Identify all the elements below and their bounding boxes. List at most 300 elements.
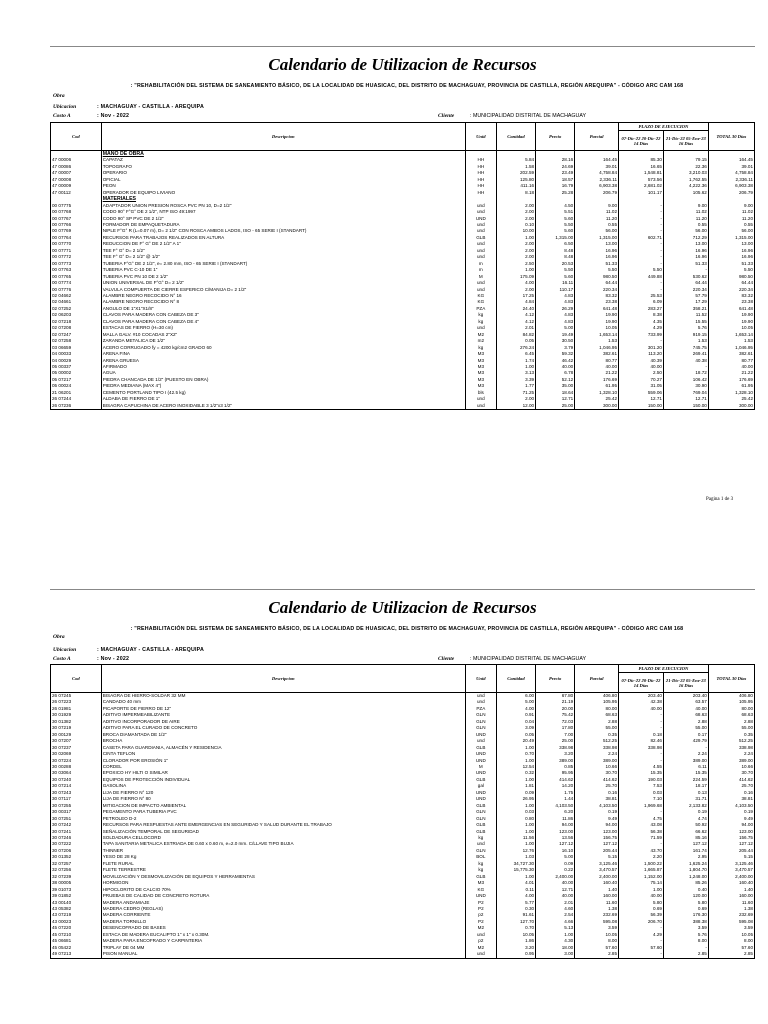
cell-total: 80.00	[708, 706, 754, 712]
cell-total: 220.34	[708, 287, 754, 293]
cell-parcial: 160.40	[575, 880, 619, 886]
cell-cantidad: 276.24	[496, 345, 535, 351]
cell-period-1: 206.70	[619, 919, 664, 925]
cell-parcial: 338.98	[575, 745, 619, 751]
cell-precio: 4.60	[536, 906, 575, 912]
cell-precio: 95.95	[536, 770, 575, 776]
cell-descripcion: OPERARIO	[101, 170, 465, 176]
cell-total: 2.85	[708, 951, 754, 958]
cell-parcial: 156.75	[575, 835, 619, 841]
cell-total: 13.00	[708, 241, 754, 247]
cell-precio: 6.20	[536, 809, 575, 815]
cell-cantidad: 2.00	[496, 254, 535, 260]
cell-period-1: -	[619, 841, 664, 847]
cell-descripcion: CODO 90° F°G° DE 2 1/2", NTP ISO 49:1997	[101, 209, 465, 215]
cell-period-1: 2.20	[619, 854, 664, 860]
cell-cod: 30 07219	[51, 725, 102, 731]
cell-descripcion: BISAGRA DE HIERRO-SOLDAR 32 MM	[101, 693, 465, 700]
cell-period-1: 56.38	[619, 829, 664, 835]
cell-unid: M3	[465, 383, 496, 389]
cell-cod: 21 06201	[51, 390, 102, 396]
cell-total: 56.00	[708, 228, 754, 234]
cell-period-2: 0.55	[663, 222, 708, 228]
cell-period-1: -	[619, 758, 664, 764]
cell-descripcion: CAPATAZ	[101, 157, 465, 163]
page1-ubicacion-label: Ubicacion	[53, 104, 77, 110]
cell-total: 10.66	[708, 764, 754, 770]
cell-unid: und	[465, 280, 496, 286]
cell-cod: 30 07206	[51, 848, 102, 854]
table-row	[51, 951, 755, 958]
cell-precio: 12.71	[536, 887, 575, 893]
cell-cantidad: 1.03	[496, 854, 535, 860]
cell-precio: 110.17	[536, 287, 575, 293]
cell-period-1: -	[619, 209, 664, 215]
header-total: TOTAL 30 Días	[708, 123, 754, 151]
cell-total: 300.00	[708, 403, 754, 410]
cell-cantidad: 15,775.30	[496, 867, 535, 873]
cell-period-2: 1,804.70	[663, 867, 708, 873]
cell-parcial: 1.38	[575, 906, 619, 912]
cell-period-1: -	[619, 216, 664, 222]
page1-title: Calendario de Utilizacion de Recursos	[268, 55, 537, 74]
cell-precio: 21.19	[536, 699, 575, 705]
cell-parcial: 9.00	[575, 203, 619, 209]
cell-descripcion: LIJA DE FIERRO N° 80	[101, 796, 465, 802]
cell-parcial: 2,336.11	[575, 177, 619, 183]
cell-parcial: 2.88	[575, 719, 619, 725]
table-row	[51, 693, 755, 700]
cell-cantidad: 5.84	[496, 157, 535, 163]
cell-period-2: 2,133.82	[663, 803, 708, 809]
cell-cantidad: 12.76	[496, 848, 535, 854]
cell-parcial: 3,470.57	[575, 867, 619, 873]
cell-descripcion: MADERA ANDAMIAJE	[101, 900, 465, 906]
cell-descripcion: ADITIVO INCORPORADOR DE AIRE	[101, 719, 465, 725]
cell-period-1: 1,152.00	[619, 874, 664, 880]
cell-cod: 47 00009	[51, 183, 102, 189]
cell-parcial: 19.90	[575, 319, 619, 325]
cell-cod: 02 07258	[51, 338, 102, 344]
cell-descripcion: ARENA GRUESA	[101, 358, 465, 364]
cell-total: 206.79	[708, 190, 754, 196]
cell-cod: 32 07256	[51, 867, 102, 873]
cell-descripcion: CINTA TEFLON	[101, 751, 465, 757]
page2-cliente-value: : MUNICIPALIDAD DISTRITAL DE MACHAGUAY	[470, 656, 587, 662]
cell-cod: 32 07239	[51, 874, 102, 880]
cell-unid: P2	[465, 919, 496, 925]
cell-total: 3,470.57	[708, 867, 754, 873]
cell-unid: kg	[465, 345, 496, 351]
cell-period-1: 283.27	[619, 306, 664, 312]
cell-descripcion: ALDABA DE FIERRO DE 1"	[101, 396, 465, 402]
cell-period-2: 40.38	[663, 358, 708, 364]
cell-precio: 35.00	[536, 383, 575, 389]
cell-precio: 127.12	[536, 841, 575, 847]
cell-precio: 1.75	[536, 790, 575, 796]
page2-cliente-label: Cliente	[438, 656, 455, 662]
cell-period-2: 6.11	[663, 764, 708, 770]
cell-total: 382.61	[708, 351, 754, 357]
cell-total: 8.00	[708, 938, 754, 944]
cell-cod: 30 07224	[51, 758, 102, 764]
cell-unid: UND	[465, 732, 496, 738]
cell-cod: 02 06203	[51, 312, 102, 318]
cell-cantidad: 20.49	[496, 738, 535, 744]
cell-parcial: 10.05	[575, 325, 619, 331]
cell-total: 10.05	[708, 325, 754, 331]
cell-descripcion: CEMENTO PORTLAND TIPO I (42.5 kg)	[101, 390, 465, 396]
cell-descripcion: CASETA PARA GUARDIANIA, ALMACÉN Y RESIDENCIA	[101, 745, 465, 751]
cell-unid: kg	[465, 319, 496, 325]
cell-period-2: 22.36	[663, 164, 708, 170]
cell-descripcion: PETROLEO D-2	[101, 816, 465, 822]
cell-parcial: 206.79	[575, 190, 619, 196]
cell-cod: 30 00288	[51, 764, 102, 770]
cell-cod: 02 04662	[51, 293, 102, 299]
cell-period-2: 12.71	[663, 396, 708, 402]
cell-cod: 39 01852	[51, 893, 102, 899]
cell-precio: 17.80	[536, 725, 575, 731]
cell-descripcion: TOPOGRAFO	[101, 164, 465, 170]
cell-period-2: 17.29	[663, 299, 708, 305]
cell-unid: PZA	[465, 306, 496, 312]
cell-cantidad: 0.03	[496, 809, 535, 815]
cell-precio: 40.00	[536, 893, 575, 899]
cell-cod: 30 07246	[51, 835, 102, 841]
cell-period-2: 0.40	[663, 887, 708, 893]
cell-parcial: 980.50	[575, 274, 619, 280]
cell-cantidad: 10.00	[496, 228, 535, 234]
cell-cantidad: 1.58	[496, 164, 535, 170]
cell-period-2: 269.41	[663, 351, 708, 357]
cell-period-1: 1,548.81	[619, 170, 664, 176]
cell-unid: P2	[465, 900, 496, 906]
cell-unid: KG	[465, 293, 496, 299]
cell-parcial: 13.00	[575, 241, 619, 247]
cell-cantidad: 0.05	[496, 732, 535, 738]
cell-total: 3,125.46	[708, 861, 754, 867]
cell-descripcion: REDUCCION DE F° G° DE 2 1/2" A 1"	[101, 241, 465, 247]
cell-period-2: 18.72	[663, 370, 708, 376]
cell-period-2: 105.62	[663, 190, 708, 196]
cell-precio: 414.62	[536, 777, 575, 783]
cell-unid: m	[465, 261, 496, 267]
cell-unid: und	[465, 222, 496, 228]
cell-precio: 0.09	[536, 861, 575, 867]
cell-unid: und	[465, 396, 496, 402]
cell-cantidad: 2.00	[496, 209, 535, 215]
cell-descripcion: ADITIVO IMPERMEABILIZANTE	[101, 712, 465, 718]
header-period-2: 21-Dic-22 05-Ene-23 16 Días	[663, 673, 708, 693]
cell-precio: 5.00	[536, 854, 575, 860]
cell-descripcion: EQUIPOS DE PROTECCIÓN INDIVIDUAL	[101, 777, 465, 783]
cell-parcial: 9.49	[575, 816, 619, 822]
cell-cod: 39 01073	[51, 887, 102, 893]
cell-parcial: 8.00	[575, 938, 619, 944]
cell-cod: 00 07775	[51, 203, 102, 209]
cell-cantidad: 2.00	[496, 287, 535, 293]
cell-descripcion: TRIPLAY DE 04 MM	[101, 945, 465, 951]
cell-period-2: 106.42	[663, 377, 708, 383]
cell-cod: 30 03064	[51, 770, 102, 776]
cell-unid: M2	[465, 925, 496, 931]
cell-cod: 30 07207	[51, 738, 102, 744]
cell-period-1: -	[619, 280, 664, 286]
cell-total: 4,758.84	[708, 170, 754, 176]
cell-cod: 45 07210	[51, 932, 102, 938]
cell-precio: 3.79	[536, 345, 575, 351]
cell-total: 4,103.50	[708, 803, 754, 809]
cell-precio: 2.54	[536, 912, 575, 918]
cell-parcial: 5.15	[575, 854, 619, 860]
cell-cod: 00 07766	[51, 222, 102, 228]
cell-period-2: 63.57	[663, 699, 708, 705]
cell-parcial: 1,653.14	[575, 332, 619, 338]
cell-total: 68.63	[708, 712, 754, 718]
cell-parcial: 300.00	[575, 403, 619, 410]
cell-cantidad: 4.12	[496, 312, 535, 318]
cell-cod: 26 01981	[51, 706, 102, 712]
cell-period-2: 358.21	[663, 306, 708, 312]
cell-precio: 8.48	[536, 254, 575, 260]
cell-cod: 43 00140	[51, 900, 102, 906]
cell-cod: 00 07768	[51, 209, 102, 215]
cell-parcial: 11.60	[575, 900, 619, 906]
cell-period-2: 5.76	[663, 325, 708, 331]
cell-total: 641.48	[708, 306, 754, 312]
cell-parcial: 16.96	[575, 248, 619, 254]
cell-cantidad: 1.74	[496, 358, 535, 364]
cell-total: 11.60	[708, 900, 754, 906]
cell-parcial: 160.00	[575, 893, 619, 899]
cell-total: 19.90	[708, 319, 754, 325]
cell-total: 0.35	[708, 732, 754, 738]
cell-parcial: 105.95	[575, 699, 619, 705]
cell-cod: 30 01382	[51, 719, 102, 725]
cell-cod: 02 07247	[51, 332, 102, 338]
cell-unid: KG	[465, 887, 496, 893]
cell-unid: M3	[465, 358, 496, 364]
cell-descripcion: CLAVOS PARA MADERA CON CABEZA DE 3"	[101, 312, 465, 318]
cell-descripcion: ADITIVO PARA EL CURADO DE CONCRETO	[101, 725, 465, 731]
cell-cantidad: 6.00	[496, 693, 535, 700]
cell-unid: M2	[465, 945, 496, 951]
cell-descripcion: HORMIGON	[101, 880, 465, 886]
cell-unid: GLB	[465, 874, 496, 880]
cell-period-2: 64.44	[663, 280, 708, 286]
header-cantidad: Cantidad	[496, 665, 535, 693]
cell-total: 19.90	[708, 312, 754, 318]
cell-descripcion: CODO 90° SP PVC DE 2 1/2"	[101, 216, 465, 222]
cell-period-2: 85.26	[663, 880, 708, 886]
cell-precio: 338.98	[536, 745, 575, 751]
cell-total: 61.95	[708, 383, 754, 389]
header-period-1: 07-Dic-22 20-Dic-22 14 Días	[619, 673, 664, 693]
cell-period-1: 70.27	[619, 377, 664, 383]
cell-period-2	[663, 151, 708, 158]
cell-unid: und	[465, 325, 496, 331]
cell-cod: 30 07242	[51, 822, 102, 828]
cell-total: 414.62	[708, 777, 754, 783]
cell-unid: GLN	[465, 712, 496, 718]
cell-precio: 20.53	[536, 261, 575, 267]
cell-unid: HH	[465, 170, 496, 176]
cell-period-1: -	[619, 951, 664, 958]
cell-period-2: 120.00	[663, 893, 708, 899]
cell-total: 80.77	[708, 358, 754, 364]
cell-precio: 24.69	[536, 164, 575, 170]
cell-period-2: 161.74	[663, 848, 708, 854]
cell-precio: 67.80	[536, 693, 575, 700]
cell-precio: 94.00	[536, 822, 575, 828]
cell-period-2: 4,222.36	[663, 183, 708, 189]
cell-parcial: 0.55	[575, 222, 619, 228]
cell-cod: 47 00008	[51, 177, 102, 183]
cell-total: 1,653.14	[708, 332, 754, 338]
cell-cod: 26 07245	[51, 693, 102, 700]
cell-precio: 18.64	[536, 390, 575, 396]
cell-precio: 4.83	[536, 312, 575, 318]
cell-cantidad: 4.84	[496, 299, 535, 305]
cell-precio: 5.50	[536, 267, 575, 273]
cell-period-2: 11.20	[663, 216, 708, 222]
cell-cod: 47 00112	[51, 190, 102, 196]
cell-parcial: 6,903.38	[575, 183, 619, 189]
cell-total: 16.96	[708, 254, 754, 260]
cell-total: 10.05	[708, 932, 754, 938]
cell-precio: 4.83	[536, 293, 575, 299]
cell-cantidad: 0.70	[496, 925, 535, 931]
cell-descripcion: MOVILIZACIÓN Y DESMOVILIZACIÓN DE EQUIPOS Y HERRAMIENTAS	[101, 874, 465, 880]
cell-cantidad: 5.77	[496, 900, 535, 906]
cell-cantidad: 175.09	[496, 274, 535, 280]
header-period-1: 07-Dic-22 20-Dic-22 14 Días	[619, 131, 664, 151]
cell-unid: UND	[465, 770, 496, 776]
cell-cantidad: 1.00	[496, 745, 535, 751]
cell-total: 512.25	[708, 738, 754, 744]
cell-total: 1,315.00	[708, 235, 754, 241]
cell-period-1: -	[619, 254, 664, 260]
cell-precio: 14.20	[536, 783, 575, 789]
cell-period-1: 602.71	[619, 235, 664, 241]
cell-period-2: 176.30	[663, 912, 708, 918]
cell-descripcion: NIPLE F°G° R (L=0.07 m), D= 2 1/2" CON ROSCA AMBOS LADOS, ISO - 65 SERIE I (STANDART)	[101, 228, 465, 234]
cell-period-1: 31.05	[619, 383, 664, 389]
header-descripcion: Descripcion	[101, 123, 465, 151]
cell-total: 1.38	[708, 906, 754, 912]
cell-cantidad: 3.13	[496, 370, 535, 376]
cell-parcial: 94.00	[575, 822, 619, 828]
cell-cantidad: 127.70	[496, 919, 535, 925]
cell-cod: 02 07252	[51, 306, 102, 312]
cell-cod: 30 01929	[51, 712, 102, 718]
cell-cod: 30 07240	[51, 777, 102, 783]
cell-descripcion: TUBERIA PVC PN 10 DE 2 1/2"	[101, 274, 465, 280]
cell-cod: 26 07223	[51, 699, 102, 705]
cell-period-1: -	[619, 261, 664, 267]
cell-descripcion: ACERO CORRUGADO fy = 4200 kg/cm2 GRADO 60	[101, 345, 465, 351]
cell-total: 2.88	[708, 719, 754, 725]
cell-total: 5.15	[708, 854, 754, 860]
cell-total: 11.02	[708, 209, 754, 215]
cell-cantidad: 0.04	[496, 719, 535, 725]
cell-unid: HH	[465, 157, 496, 163]
cell-period-1: 57.60	[619, 945, 664, 951]
cell-total: 2,336.11	[708, 177, 754, 183]
cell-cantidad: 4.01	[496, 880, 535, 886]
cell-period-1: -	[619, 938, 664, 944]
cell-period-2: -	[663, 745, 708, 751]
cell-cantidad: 2.50	[496, 261, 535, 267]
cell-precio: 40.00	[536, 880, 575, 886]
cell-unid: m	[465, 267, 496, 273]
cell-period-2: -	[663, 945, 708, 951]
cell-cod: 05 00002	[51, 370, 102, 376]
cell-descripcion: EPOXICO HY HILTI O SIMILAR	[101, 770, 465, 776]
cell-descripcion: PISON MANUAL	[101, 951, 465, 958]
cell-cod: 38 00005	[51, 880, 102, 886]
cell-period-1: 733.99	[619, 332, 664, 338]
cell-unid: GLB	[465, 822, 496, 828]
cell-unid: GLB	[465, 777, 496, 783]
cell-parcial: 2.85	[575, 951, 619, 958]
page2-title: Calendario de Utilizacion de Recursos	[268, 598, 537, 617]
cell-precio: 5.60	[536, 274, 575, 280]
cell-total: 38.81	[708, 796, 754, 802]
cell-total: 338.98	[708, 745, 754, 751]
cell-precio: 4.30	[536, 938, 575, 944]
cell-period-2: 11.02	[663, 209, 708, 215]
cell-period-1: 0.69	[619, 906, 664, 912]
cell-cantidad: 91.61	[496, 912, 535, 918]
cell-parcial: 2.24	[575, 751, 619, 757]
cell-total: 39.01	[708, 164, 754, 170]
cell-total: 9.49	[708, 816, 754, 822]
cell-precio: 25.00	[536, 738, 575, 744]
cell-cantidad: 0.05	[496, 338, 535, 344]
cell-unid: UND	[465, 790, 496, 796]
cell-period-1: 42.38	[619, 699, 664, 705]
cell-parcial: 21.22	[575, 370, 619, 376]
cell-parcial: 10.66	[575, 764, 619, 770]
cell-period-1: 16.65	[619, 164, 664, 170]
cell-period-1: -	[619, 228, 664, 234]
cell-unid: und	[465, 203, 496, 209]
header-unid: Unid	[465, 665, 496, 693]
cell-period-1: 1,969.68	[619, 803, 664, 809]
cell-descripcion: PEON	[101, 183, 465, 189]
cell-precio: 0.85	[536, 764, 575, 770]
cell-total: 595.08	[708, 919, 754, 925]
cell-period-2: 1,762.55	[663, 177, 708, 183]
cell-period-1: 82.46	[619, 738, 664, 744]
cell-cod: 00 07776	[51, 287, 102, 293]
cell-unid: gal	[465, 783, 496, 789]
cell-cod: 00 07773	[51, 261, 102, 267]
cell-period-1: 0.18	[619, 732, 664, 738]
cell-cantidad: 0.09	[496, 790, 535, 796]
cell-cod: 47 00086	[51, 164, 102, 170]
header-parcial: Parcial	[575, 665, 619, 693]
page1-costo-value: : Nov - 2022	[97, 113, 130, 119]
cell-precio	[536, 151, 575, 158]
cell-precio: 75.42	[536, 712, 575, 718]
page2-resource-table	[50, 664, 755, 959]
cell-total: 980.50	[708, 274, 754, 280]
cell-total: 164.45	[708, 157, 754, 163]
cell-period-1: 71.59	[619, 835, 664, 841]
